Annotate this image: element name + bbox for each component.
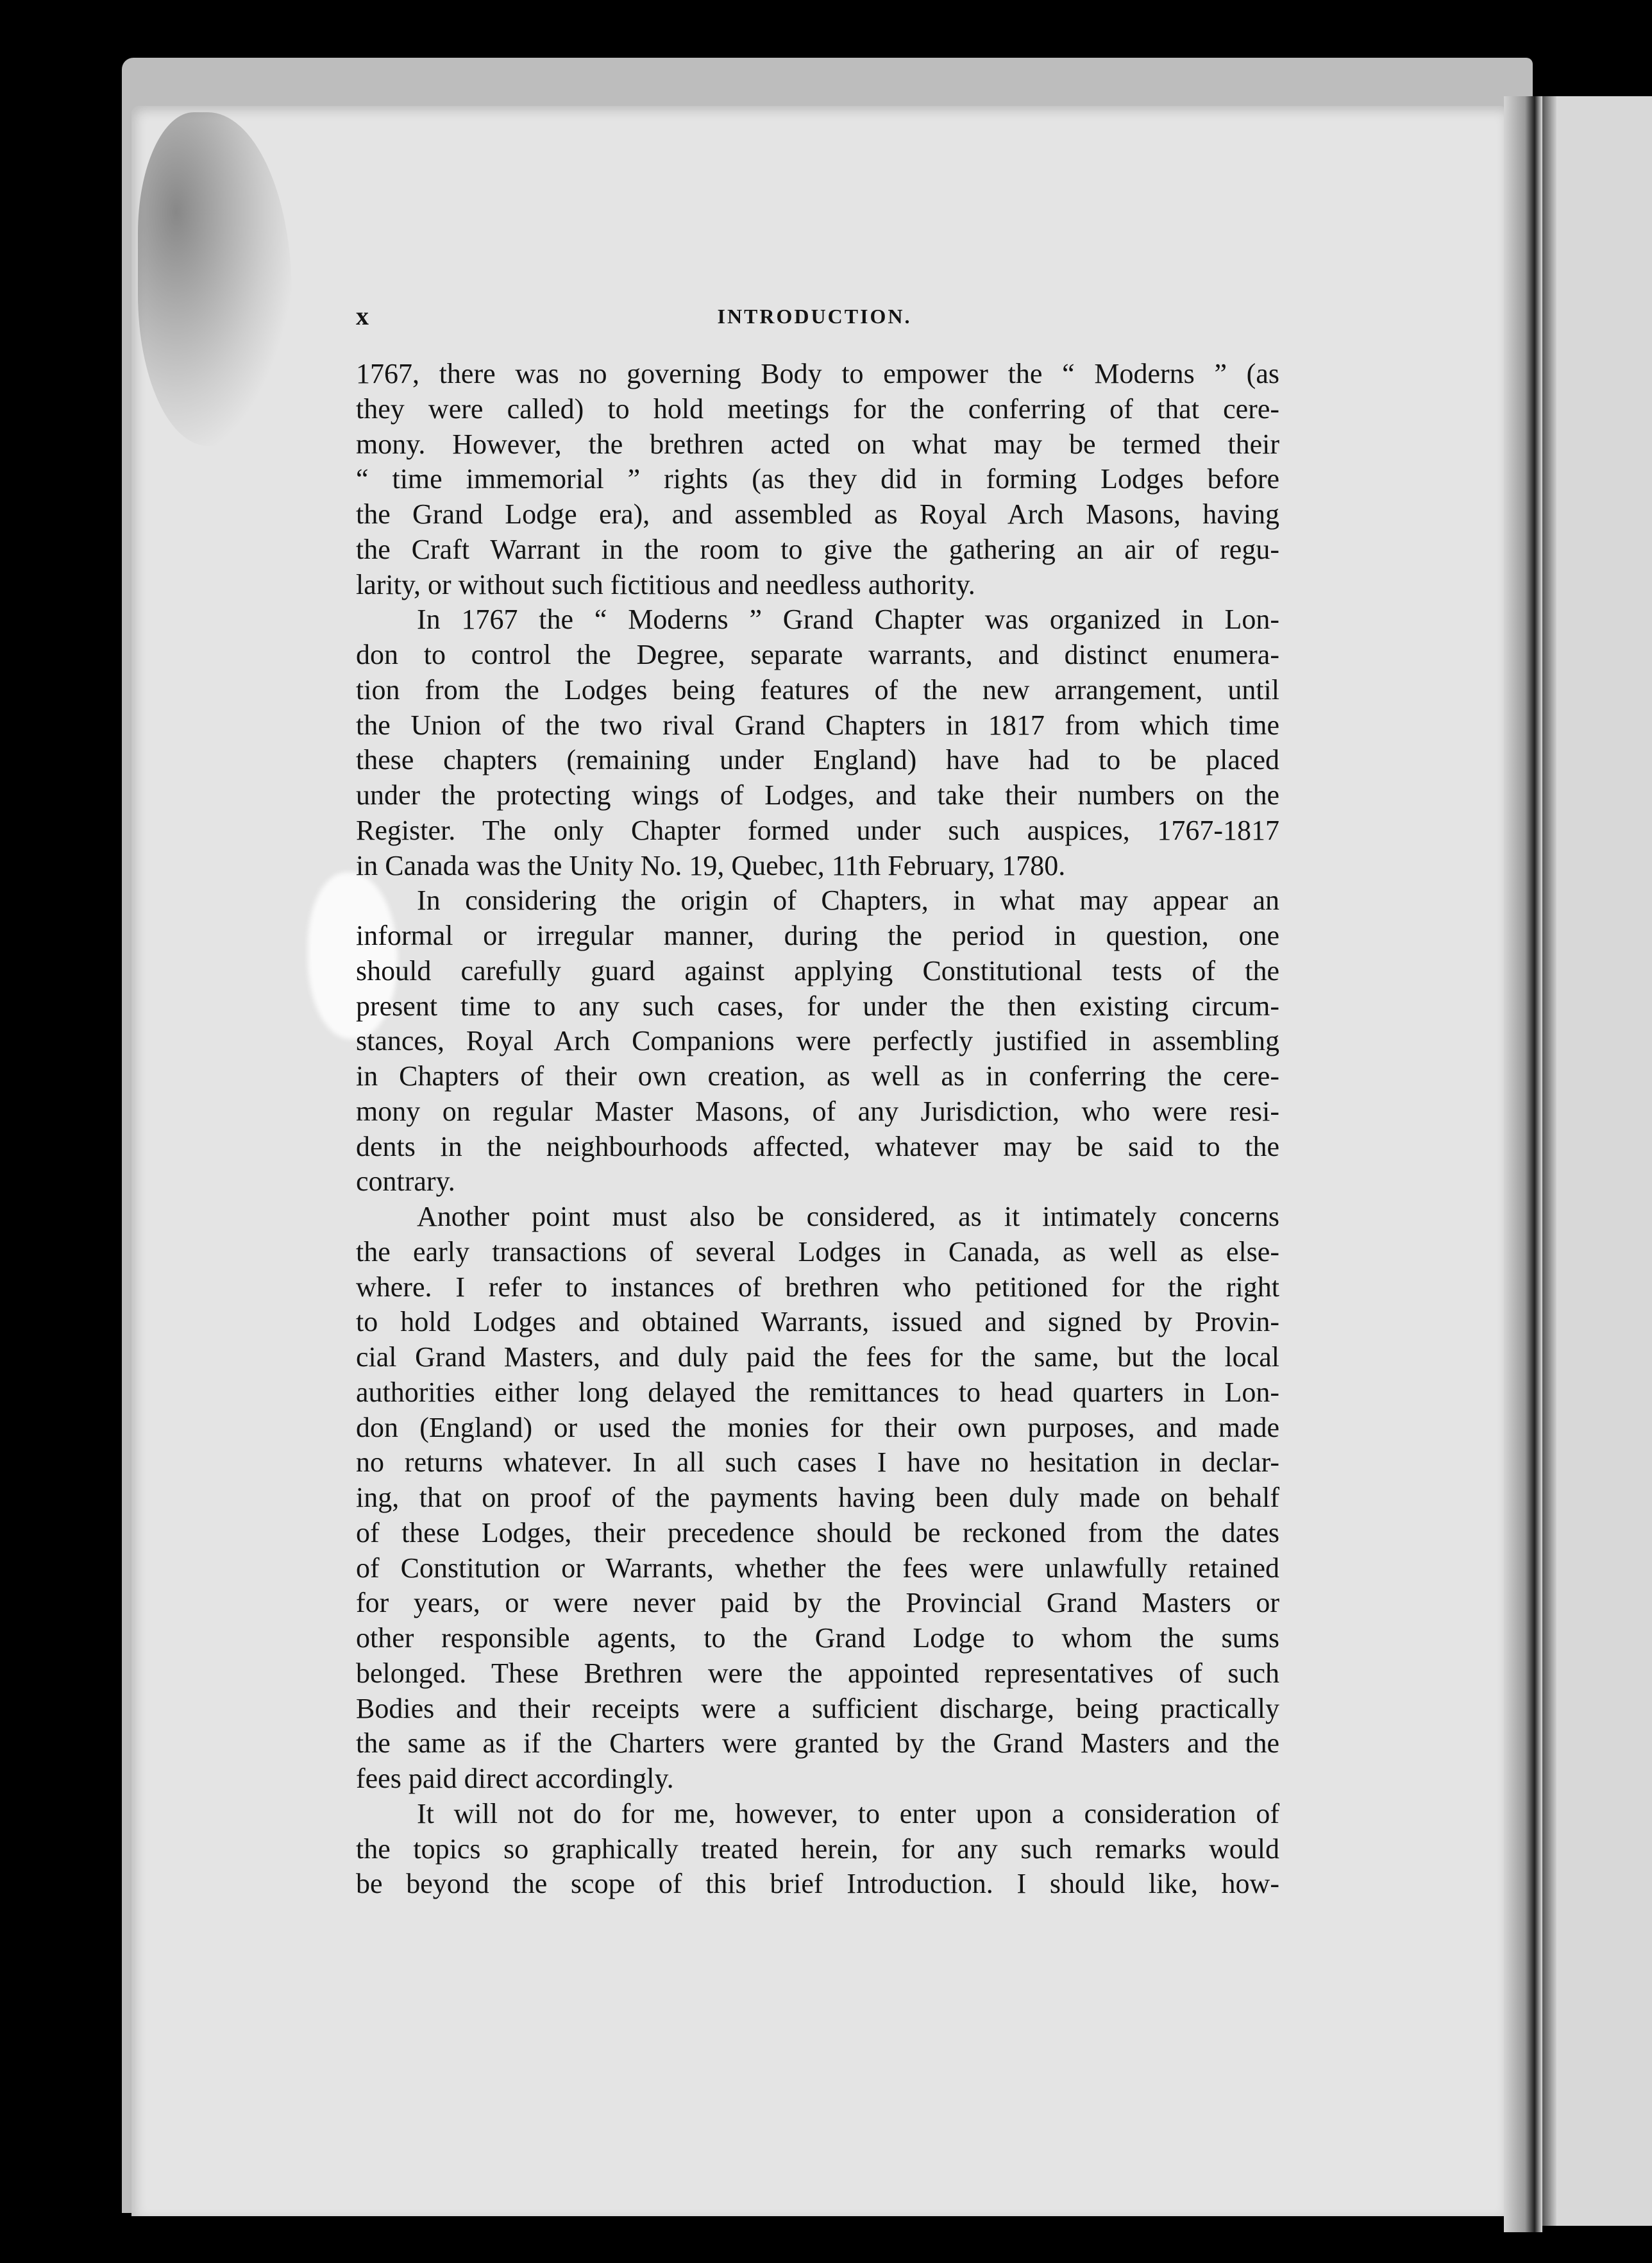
text-line: should carefully guard against applying Constitutional tests of the: [356, 954, 1279, 987]
facing-page-shadow: [1542, 96, 1556, 2226]
text-line: be beyond the scope of this brief Introduction. I should like, how-: [356, 1868, 1279, 1900]
running-head: INTRODUCTION.: [717, 305, 912, 328]
text-line: informal or irregular manner, during the period in question, one: [356, 920, 1279, 951]
text-line: In 1767 the “ Moderns ” Grand Chapter was organized in Lon-: [417, 604, 1279, 636]
text-line: present time to any such cases, for under the then existing circum-: [356, 990, 1279, 1022]
body-text: [356, 357, 1279, 1902]
text-line: 1767, there was no governing Body to empower the “ Moderns ” (as: [356, 358, 1279, 389]
text-line: to hold Lodges and obtained Warrants, issued and signed by Provin-: [356, 1306, 1279, 1338]
page-header: [356, 297, 1273, 335]
text-line: of Constitution or Warrants, whether the fees were unlawfully retained: [356, 1552, 1279, 1584]
text-line: they were called) to hold meetings for the conferring of that cere-: [356, 393, 1279, 425]
text-line: larity, or without such fictitious and needless authority.: [356, 568, 975, 600]
text-line: where. I refer to instances of brethren who petitioned for the right: [356, 1271, 1279, 1303]
text-line: the Grand Lodge era), and assembled as Royal Arch Masons, having: [356, 498, 1279, 530]
text-line: in Chapters of their own creation, as well as in conferring the cere-: [356, 1060, 1279, 1092]
facing-page: [1542, 96, 1652, 2226]
text-line: the topics so graphically treated herein, for any such remarks would: [356, 1833, 1279, 1865]
text-line: “ time immemorial ” rights (as they did in forming Lodges before: [356, 463, 1279, 495]
text-line: Another point must also be considered, as it intimately concerns: [417, 1201, 1279, 1232]
text-line: don to control the Degree, separate warrants, and distinct enumera-: [356, 639, 1279, 670]
text-line: It will not do for me, however, to enter upon a consideration of: [417, 1797, 1279, 1829]
text-line: the same as if the Charters were granted by the Grand Masters and the: [356, 1727, 1279, 1759]
text-line: belonged. These Brethren were the appointed representatives of such: [356, 1657, 1279, 1689]
page-number: x: [356, 301, 369, 330]
text-line: the Craft Warrant in the room to give the gathering an air of regu-: [356, 533, 1279, 565]
text-line: under the protecting wings of Lodges, and take their numbers on the: [356, 779, 1279, 811]
text-line: mony on regular Master Masons, of any Jurisdiction, who were resi-: [356, 1095, 1279, 1127]
text-line: other responsible agents, to the Grand Lodge to whom the sums: [356, 1622, 1279, 1654]
text-line: tion from the Lodges being features of the new arrangement, until: [356, 674, 1279, 706]
text-line: in Canada was the Unity No. 19, Quebec, 11th February, 1780.: [356, 849, 1066, 881]
text-line: In considering the origin of Chapters, in what may appear an: [417, 885, 1279, 917]
text-line: ing, that on proof of the payments having been duly made on behalf: [356, 1482, 1279, 1513]
text-line: the early transactions of several Lodges in Canada, as well as else-: [356, 1235, 1279, 1267]
text-line: Bodies and their receipts were a sufficient discharge, being practically: [356, 1692, 1279, 1724]
text-line: stances, Royal Arch Companions were perfectly justified in assembling: [356, 1025, 1279, 1057]
text-line: no returns whatever. In all such cases I have no hesitation in declar-: [356, 1446, 1279, 1479]
text-line: don (England) or used the monies for their own purposes, and made: [356, 1411, 1279, 1443]
text-line: these chapters (remaining under England) have had to be placed: [356, 744, 1279, 776]
text-line: for years, or were never paid by the Provincial Grand Masters or: [356, 1587, 1279, 1619]
text-line: contrary.: [356, 1165, 455, 1198]
text-line: authorities either long delayed the remittances to head quarters in Lon-: [356, 1376, 1279, 1408]
text-line: Register. The only Chapter formed under such auspices, 1767-1817: [356, 814, 1279, 846]
book-binding: [1504, 96, 1542, 2232]
text-line: the Union of the two rival Grand Chapters in 1817 from which time: [356, 709, 1279, 741]
text-line: of these Lodges, their precedence should be reckoned from the dates: [356, 1516, 1279, 1548]
text-line: mony. However, the brethren acted on what may be termed their: [356, 428, 1279, 460]
text-line: cial Grand Masters, and duly paid the fees for the same, but the local: [356, 1341, 1279, 1373]
text-line: dents in the neighbourhoods affected, whatever may be said to the: [356, 1130, 1279, 1162]
text-line: fees paid direct accordingly.: [356, 1763, 674, 1794]
